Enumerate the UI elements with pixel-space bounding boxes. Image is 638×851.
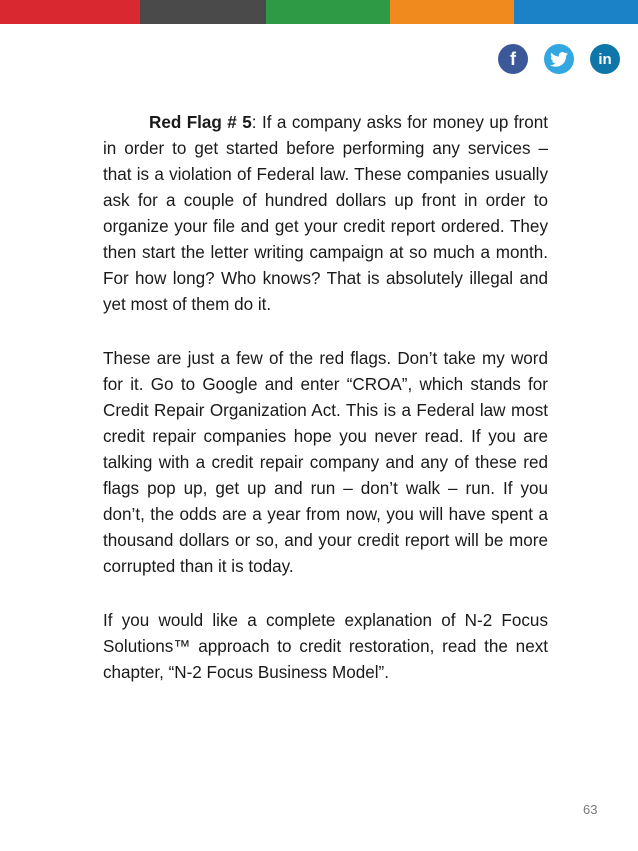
color-bar-blue [514,0,638,24]
twitter-bird-glyph [550,52,568,67]
paragraph-next-chapter: If you would like a complete explanation of N-2 Focus Solutions™ approach to credit restoration, read the next chapter, “N-2 Focus Business Model”. [103,611,548,682]
paragraph-red-flag-5 [103,110,548,318]
linkedin-icon[interactable]: in [590,44,620,74]
twitter-icon[interactable] [544,44,574,74]
paragraph-croa: These are just a few of the red flags. Don’t take my word for it. Go to Google and enter “CROA”, which stands for Credit Repair Organization Act. This is a Federal law most credit repair companies hope you never read. If you are talking with a credit repair company and any of these red flags pop up, get up and run – don’t walk – run. If you don’t, the odds are a year from now, you will have spent a thousand dollars or so, and your credit report will be more corrupted than it is today. [103,349,548,576]
header-color-bar [0,0,638,24]
color-bar-gray [140,0,266,24]
social-links [498,44,620,74]
color-bar-green [266,0,390,24]
red-flag-text: : If a company asks for money up front in order to get started before performing any services – that is a violation of Federal law. These companies usually ask for a couple of hundred dollars up front in order to organize your file and get your credit report ordered. They then start the letter writing campaign at so much a month. For how long? Who knows? That is absolutely illegal and yet most of them do it. [103,113,548,314]
color-bar-red [0,0,140,24]
color-bar-orange [390,0,514,24]
red-flag-label: Red Flag # 5 [149,113,252,132]
page-content [103,110,548,714]
page-number: 63 [583,802,598,817]
facebook-icon[interactable]: f [498,44,528,74]
